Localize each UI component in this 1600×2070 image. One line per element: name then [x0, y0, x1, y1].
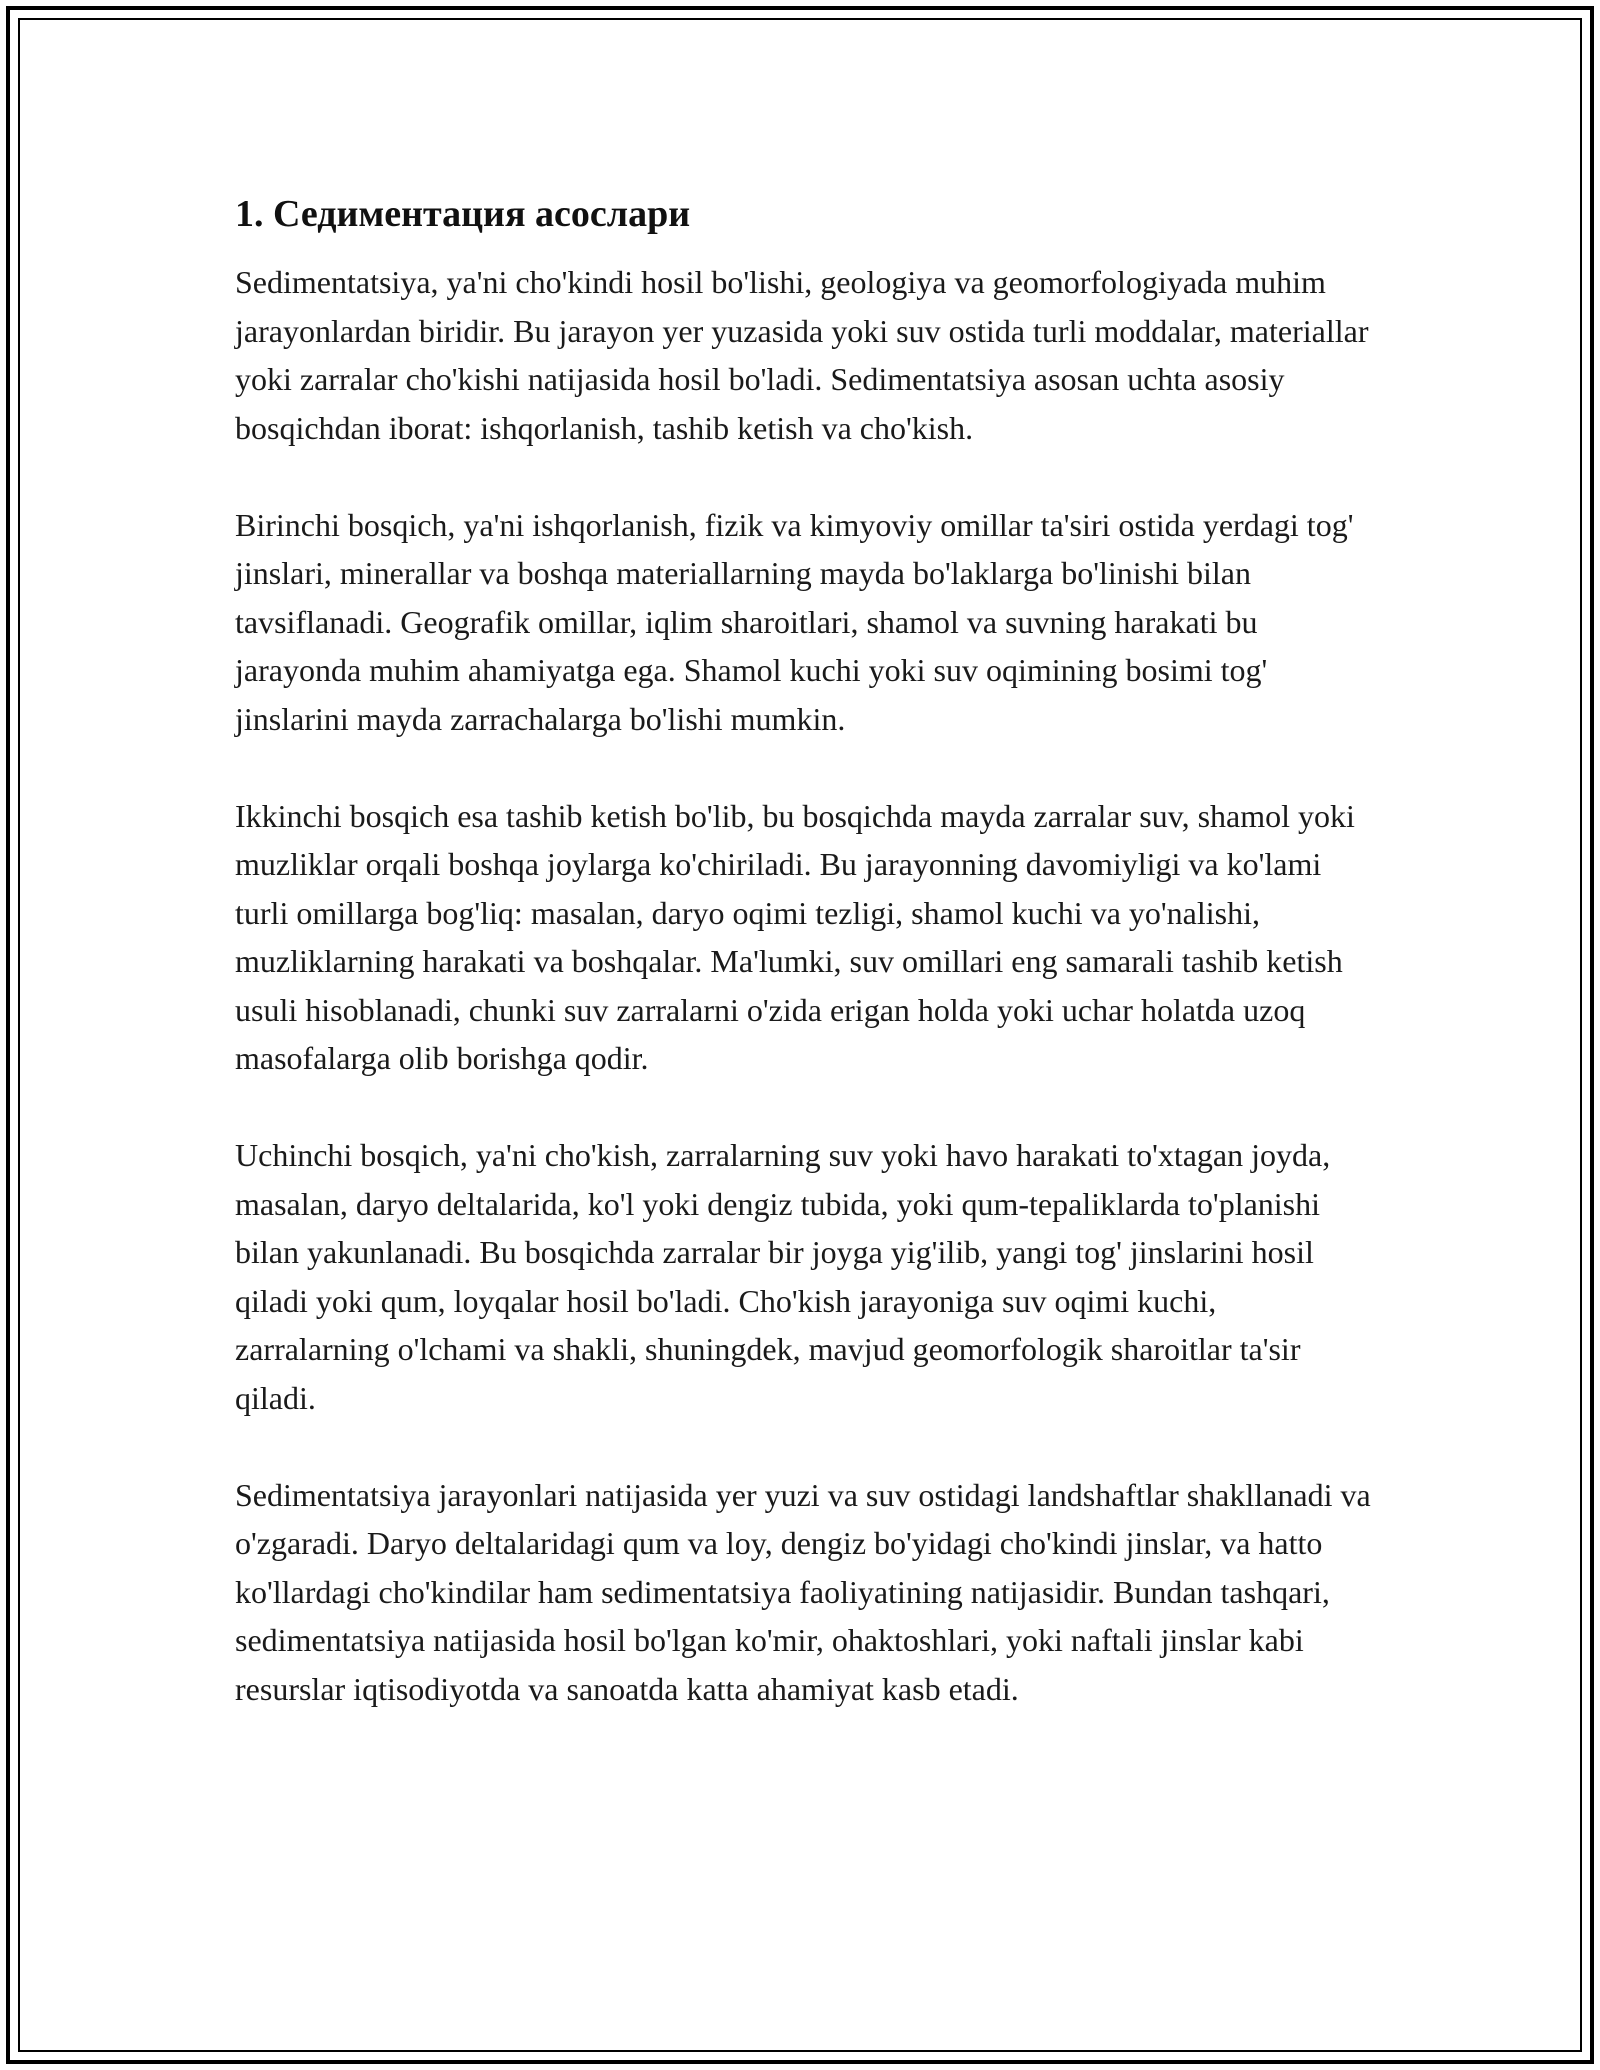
document-body [235, 190, 1375, 1713]
paragraph-conclusion: Sedimentatsiya jarayonlari natijasida yer yuzi va suv ostidagi landshaftlar shakllanadi va o'zgaradi. Daryo deltalaridagi qum va loy, dengiz bo'yidagi cho'kindi jinslar, va hatto ko'llardagi cho'kindilar ham sedimentatsiya faoliyatining natijasidir. Bundan tashqari, sedimentatsiya natijasida hosil bo'lgan ko'mir, ohaktoshlari, yoki naftali jinslar kabi resurslar iqtisodiyotda va sanoatda katta ahamiyat kasb etadi. [235, 1476, 1371, 1707]
paragraph-first-stage: Birinchi bosqich, ya'ni ishqorlanish, fizik va kimyoviy omillar ta'siri ostida yerdagi tog' jinslari, minerallar va boshqa materiallarning mayda bo'laklarga bo'linishi bilan tavsiflanadi. Geografik omillar, iqlim sharoitlari, shamol va suvning harakati bu jarayonda muhim ahamiyatga ega. Shamol kuchi yoki suv oqimining bosimi tog' jinslarini mayda zarrachalarga bo'lishi mumkin. [235, 506, 1354, 737]
section-heading: 1. Седиментация асослари [235, 193, 691, 235]
paragraph-third-stage: Uchinchi bosqich, ya'ni cho'kish, zarralarning suv yoki havo harakati to'xtagan joyda, masalan, daryo deltalarida, ko'l yoki dengiz tubida, yoki qum-tepaliklarda to'planishi bilan yakunlanadi. Bu bosqichda zarralar bir joyga yig'ilib, yangi tog' jinslarini hosil qiladi yoki qum, loyqalar hosil bo'ladi. Cho'kish jarayoniga suv oqimi kuchi, zarralarning o'lchami va shakli, shuningdek, mavjud geomorfologik sharoitlar ta'sir qiladi. [235, 1137, 1331, 1416]
paragraph-intro: Sedimentatsiya, ya'ni cho'kindi hosil bo'lishi, geologiya va geomorfologiyada muhim jarayonlardan biridir. Bu jarayon yer yuzasida yoki suv ostida turli moddalar, materiallar yoki zarralar cho'kishi natijasida hosil bo'ladi. Sedimentatsiya asosan uchta asosiy bosqichdan iborat: ishqorlanish, tashib ketish va cho'kish. [235, 264, 1369, 446]
paragraph-second-stage: Ikkinchi bosqich esa tashib ketish bo'lib, bu bosqichda mayda zarralar suv, shamol yoki muzliklar orqali boshqa joylarga ko'chiriladi. Bu jarayonning davomiyligi va ko'lami turli omillarga bog'liq: masalan, daryo oqimi tezligi, shamol kuchi va yo'nalishi, muzliklarning harakati va boshqalar. Ma'lumki, suv omillari eng samarali tashib ketish usuli hisoblanadi, chunki suv zarralarni o'zida erigan holda yoki uchar holatda uzoq masofalarga olib borishga qodir. [235, 797, 1355, 1076]
